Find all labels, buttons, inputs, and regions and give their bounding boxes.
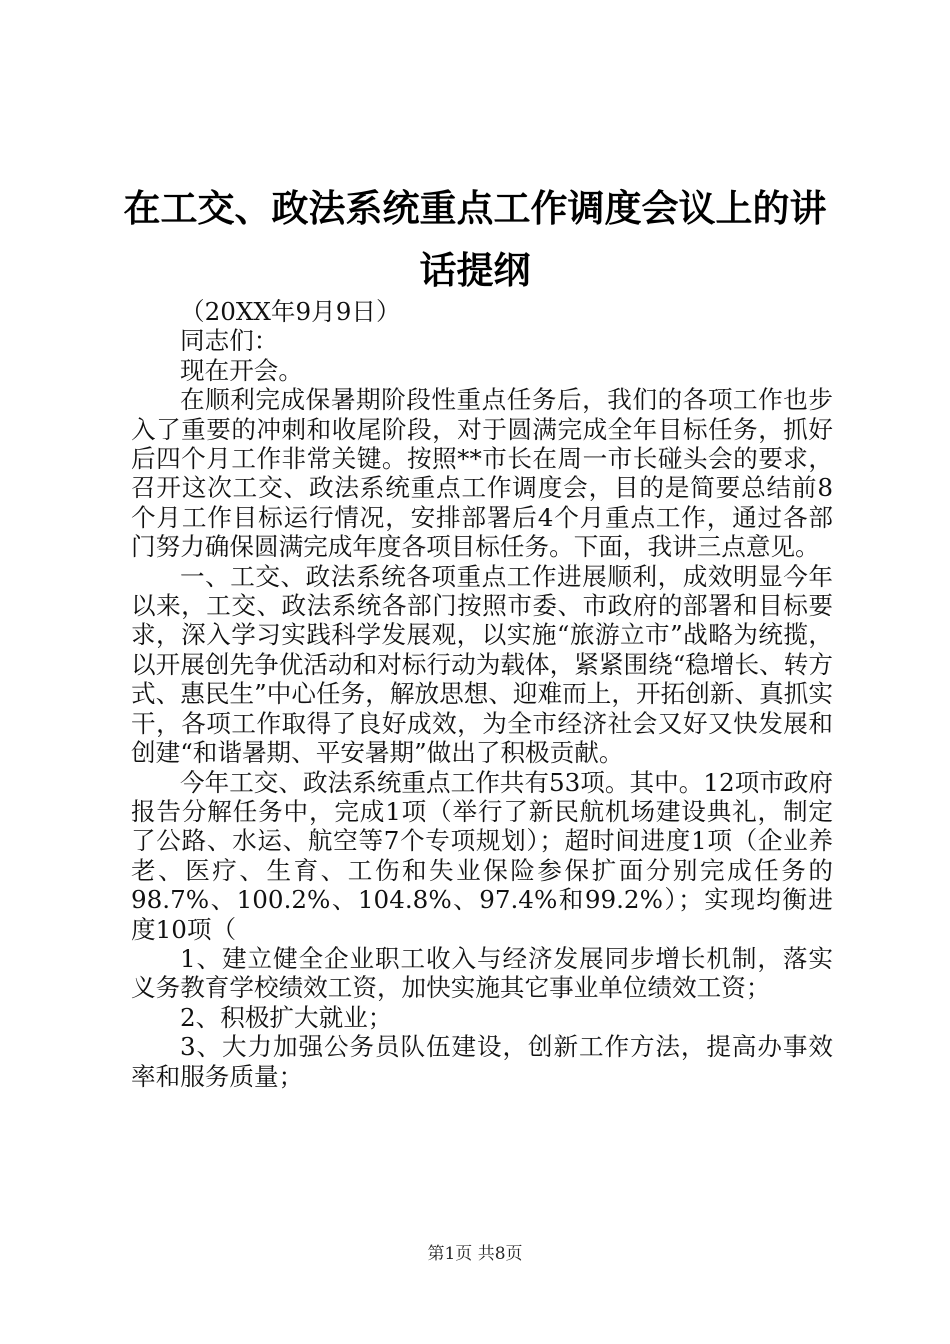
paragraph: 现在开会。: [180, 355, 303, 385]
list-item: 1、建立健全企业职工收入与经济发展同步增长机制，落实义务教育学校绩效工资，加快实施其它事业单位绩效工资；: [131, 943, 833, 1003]
date-line: （20XX年9月9日）: [180, 297, 401, 326]
page-footer: 第1页 共8页: [427, 1244, 523, 1264]
paragraph: 在顺利完成保暑期阶段性重点任务后，我们的各项工作也步入了重要的冲刺和收尾阶段，对于圆满完成全年目标任务，抓好后四个月工作非常关键。按照**市长在周一市长碰头会的要求，召开这次工交、政法系统重点工作调度会，目的是简要总结前8个月工作目标运行情况，安排部署后4个月重点工作，通过各部门努力确保圆满完成年度各项目标任务。下面，我讲三点意见。: [131, 385, 833, 562]
paragraph: 今年工交、政法系统重点工作共有53项。其中。12项市政府报告分解任务中，完成1项（举行了新民航机场建设典礼，制定了公路、水运、航空等7个专项规划）；超时间进度1项（企业养老、医疗、生育、工伤和失业保险参保扩面分别完成任务的98.7%、100.2%、104.8%、97.4%和99.2%）；实现均衡进度10项（: [131, 767, 833, 944]
list-item: 3、大力加强公务员队伍建设，创新工作方法，提高办事效率和服务质量；: [131, 1032, 833, 1091]
paragraph: 一、工交、政法系统各项重点工作进展顺利，成效明显今年以来，工交、政法系统各部门按照市委、市政府的部署和目标要求，深入学习实践科学发展观，以实施“旅游立市”战略为统揽，以开展创先争优活动和对标行动为载体，紧紧围绕“稳增长、转方式、惠民生”中心任务，解放思想、迎难而上，开拓创新、真抓实干，各项工作取得了良好成效，为全市经济社会又好又快发展和创建“和谐暑期、平安暑期”做出了积极贡献。: [131, 561, 833, 768]
paragraph: 同志们：: [180, 326, 279, 356]
document-title: 在工交、政法系统重点工作调度会议上的讲话提纲: [123, 187, 827, 292]
document-body: [131, 297, 833, 1091]
list-item: 2、积极扩大就业；: [180, 1002, 393, 1032]
